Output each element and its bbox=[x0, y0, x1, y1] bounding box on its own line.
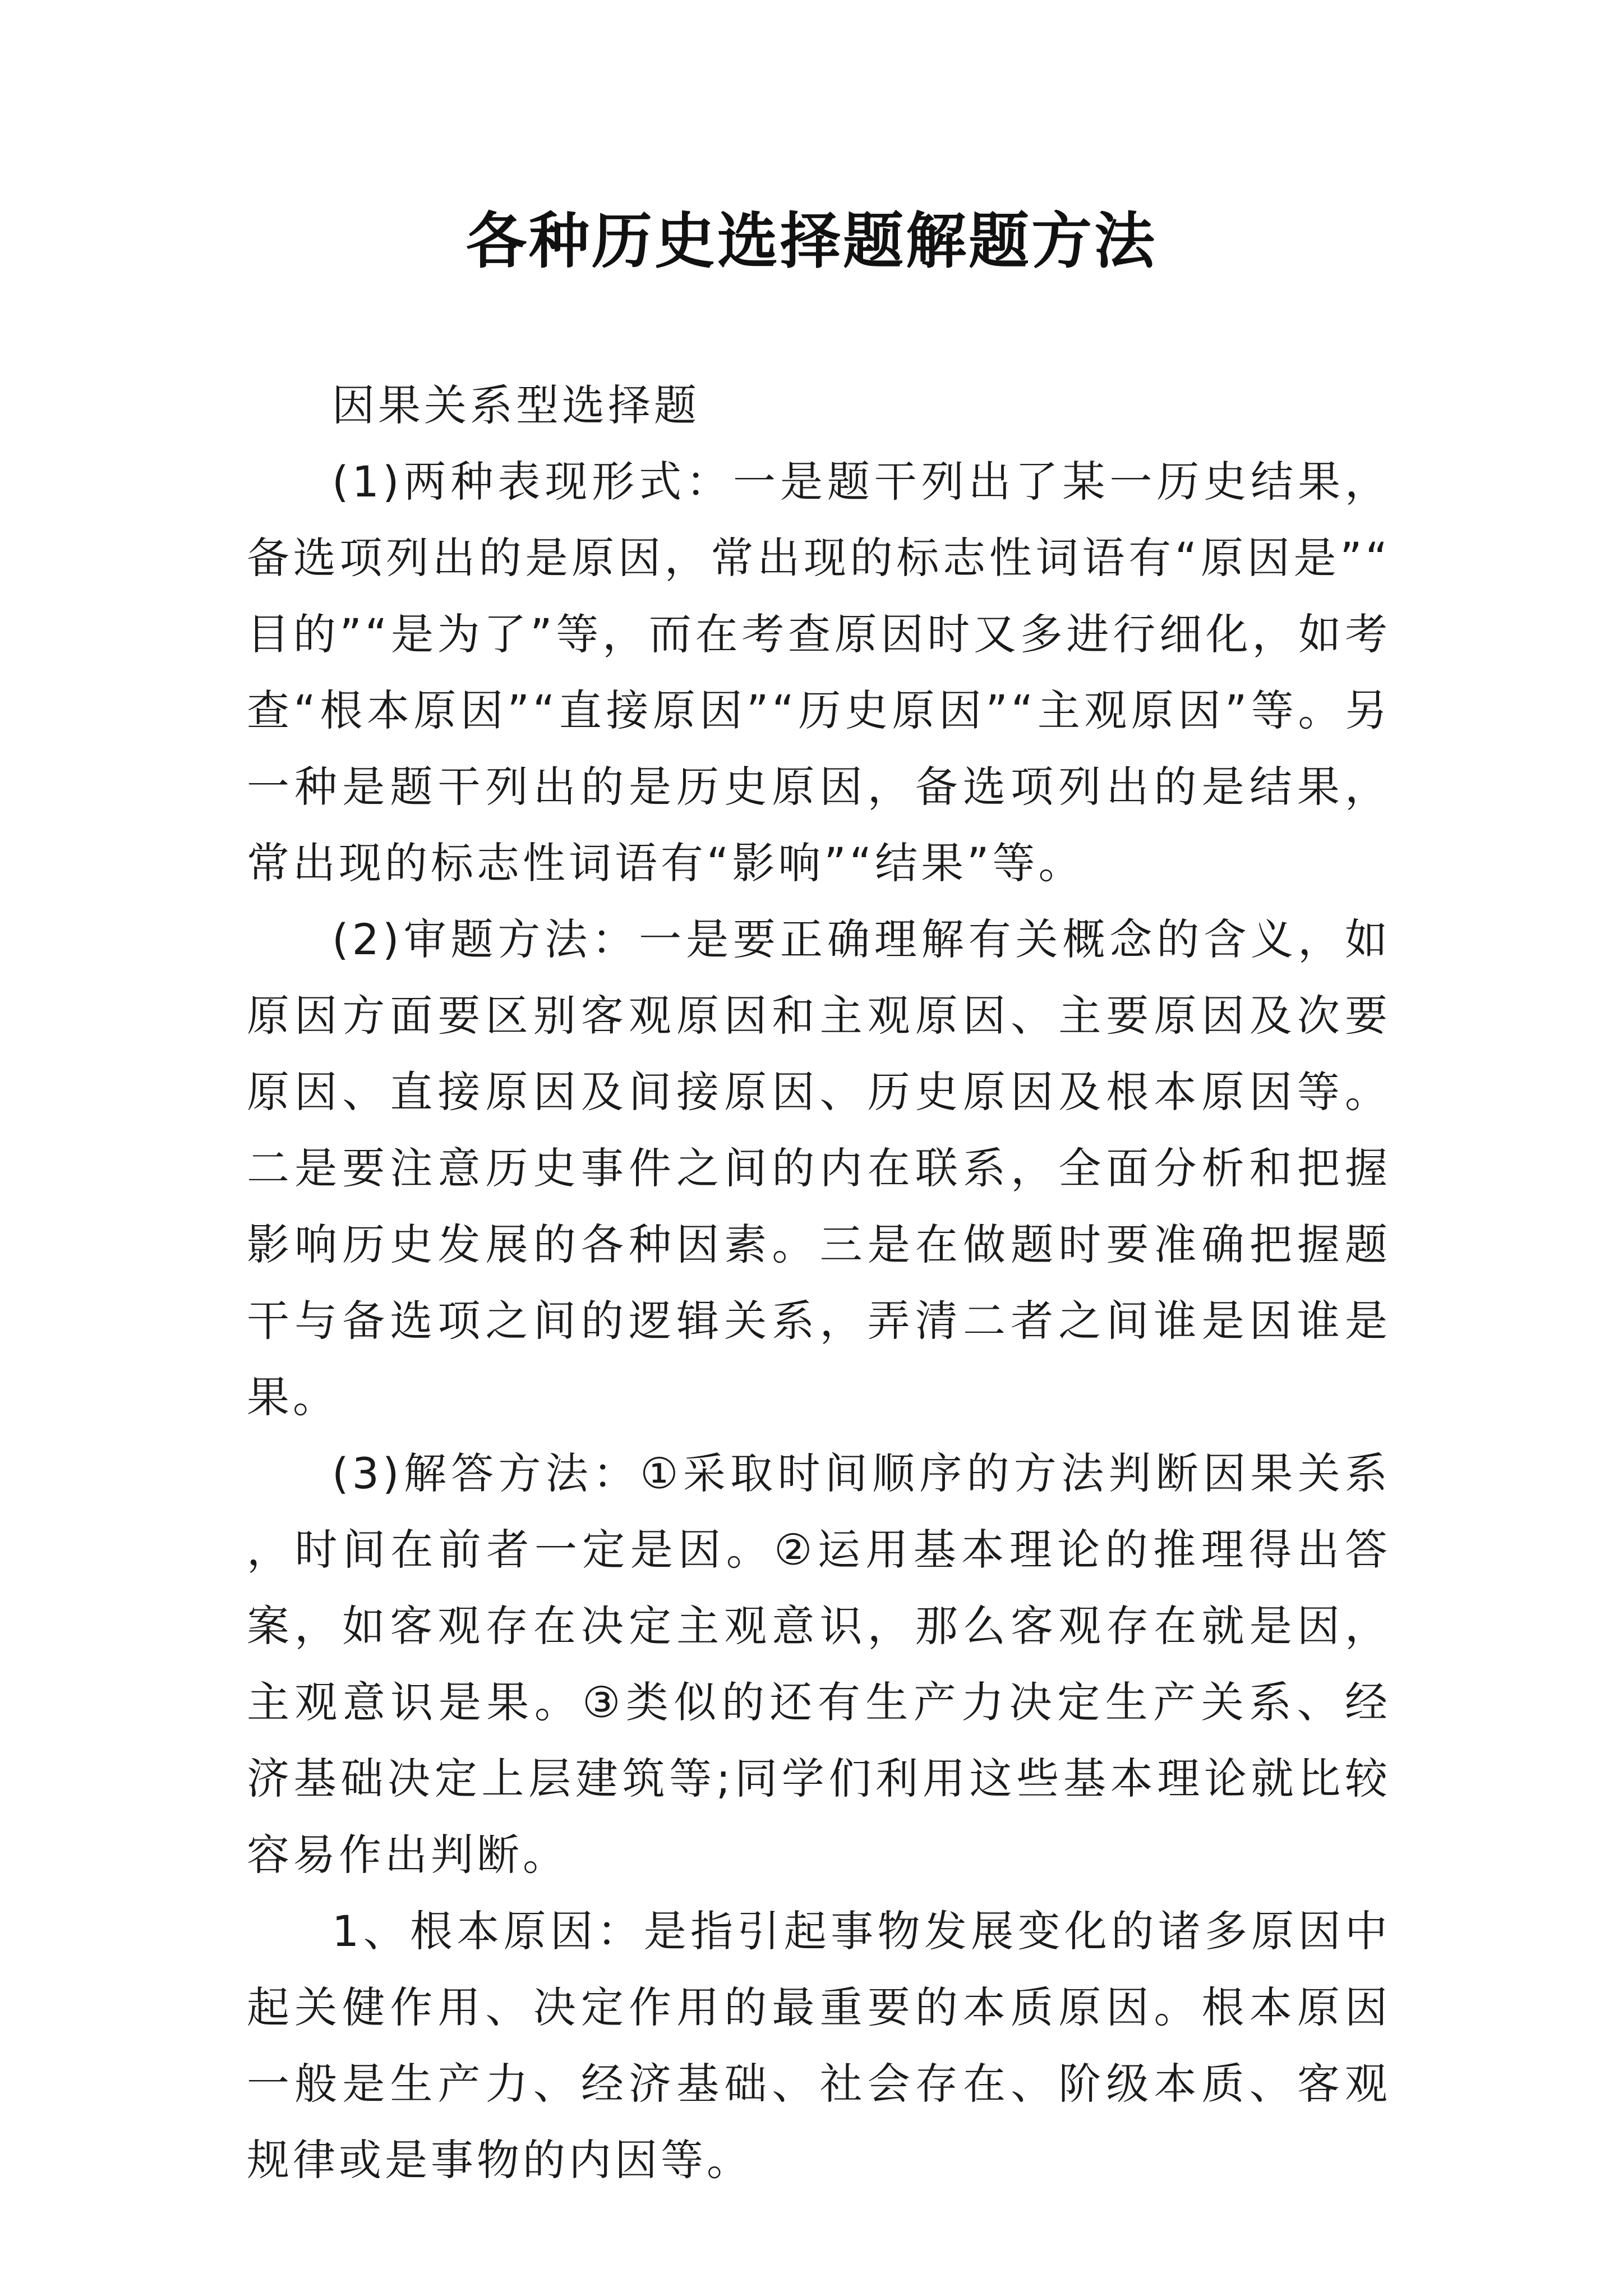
paragraph-answer-method: (3)解答方法：①采取时间顺序的方法判断因果关系，时间在前者一定是因。②运用基本理论的推理得出答案，如客观存在决定主观意识，那么客观存在就是因，主观意识是果。③类似的还有生产力决定生产关系、经济基础决定上层建筑等;同学们利用这些基本理论就比较容易作出判断。 bbox=[247, 1448, 1391, 1880]
paragraph-review-method: (2)审题方法：一是要正确理解有关概念的含义，如原因方面要区别客观原因和主观原因、主要原因及次要原因、直接原因及间接原因、历史原因及根本原因等。二是要注意历史事件之间的内在联系，全面分析和把握影响历史发展的各种因素。三是在做题时要准确把握题干与备选项之间的逻辑关系，弄清二者之间谁是因谁是果。 bbox=[247, 914, 1391, 1422]
paragraph-root-cause: 1、根本原因：是指引起事物发展变化的诸多原因中起关健作用、决定作用的最重要的本质原因。根本原因一般是生产力、经济基础、社会存在、阶级本质、客观规律或是事物的内因等。 bbox=[247, 1906, 1391, 2185]
section-heading: 因果关系型选择题 bbox=[332, 380, 700, 430]
document-body bbox=[247, 367, 1391, 2198]
document-title: 各种历史选择题解题方法 bbox=[465, 206, 1157, 277]
paragraph-forms: (1)两种表现形式：一是题干列出了某一历史结果，备选项列出的是原因，常出现的标志性词语有“原因是”“目的”“是为了”等，而在考查原因时又多进行细化，如考查“根本原因”“直接原因”“历史原因”“主观原因”等。另一种是题干列出的是历史原因，备选项列出的是结果，常出现的标志性词语有“影响”“结果”等。 bbox=[247, 457, 1391, 888]
